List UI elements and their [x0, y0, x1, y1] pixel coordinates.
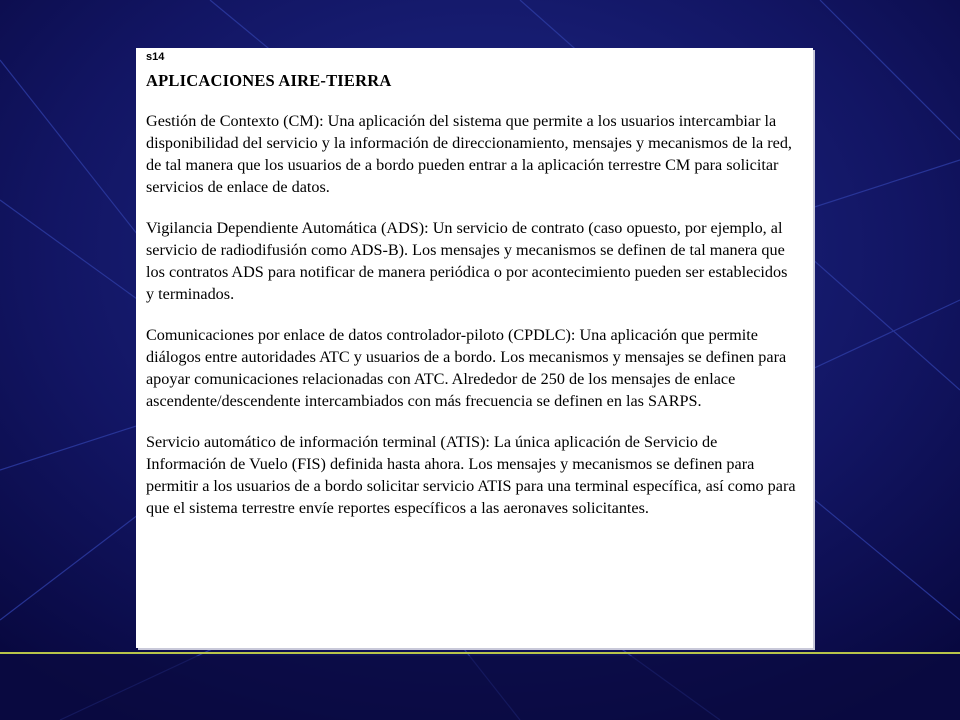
bottom-band [0, 656, 960, 720]
slide-content [146, 70, 796, 538]
slide-number-label: s14 [146, 51, 165, 63]
content-panel [136, 48, 813, 648]
paragraph-atis: Servicio automático de información terminal (ATIS): La única aplicación de Servicio de Información de Vuelo (FIS) definida hasta ahora. Los mensajes y mecanismos se definen para permitir a los usuarios de a bordo solicitar servicio ATIS para una terminal específica, así como para que el sistema terrestre envíe reportes específicos a las aeronaves solicitantes. [146, 433, 796, 517]
slide-title: APLICACIONES AIRE-TIERRA [146, 71, 392, 90]
paragraph-cm: Gestión de Contexto (CM): Una aplicación del sistema que permite a los usuarios intercambiar la disponibilidad del servicio y la información de direccionamiento, mensajes y mecanismos de la red, de tal manera que los usuarios de a bordo pueden entrar a la aplicación terrestre CM para solicitar servicios de enlace de datos. [146, 112, 792, 196]
paragraph-ads: Vigilancia Dependiente Automática (ADS): Un servicio de contrato (caso opuesto, por ejemplo, al servicio de radiodifusión como ADS-B). Los mensajes y mecanismos se definen de tal manera que los contratos ADS para notificar de manera periódica o por acontecimiento pueden ser establecidos y terminados. [146, 219, 788, 303]
paragraph-cpdlc: Comunicaciones por enlace de datos controlador-piloto (CPDLC): Una aplicación que permite diálogos entre autoridades ATC y usuarios de a bordo. Los mecanismos y mensajes se definen para apoyar comunicaciones relacionadas con ATC. Alrededor de 250 de los mensajes de enlace ascendente/descendente intercambiados con más frecuencia se definen en las SARPS. [146, 326, 787, 410]
